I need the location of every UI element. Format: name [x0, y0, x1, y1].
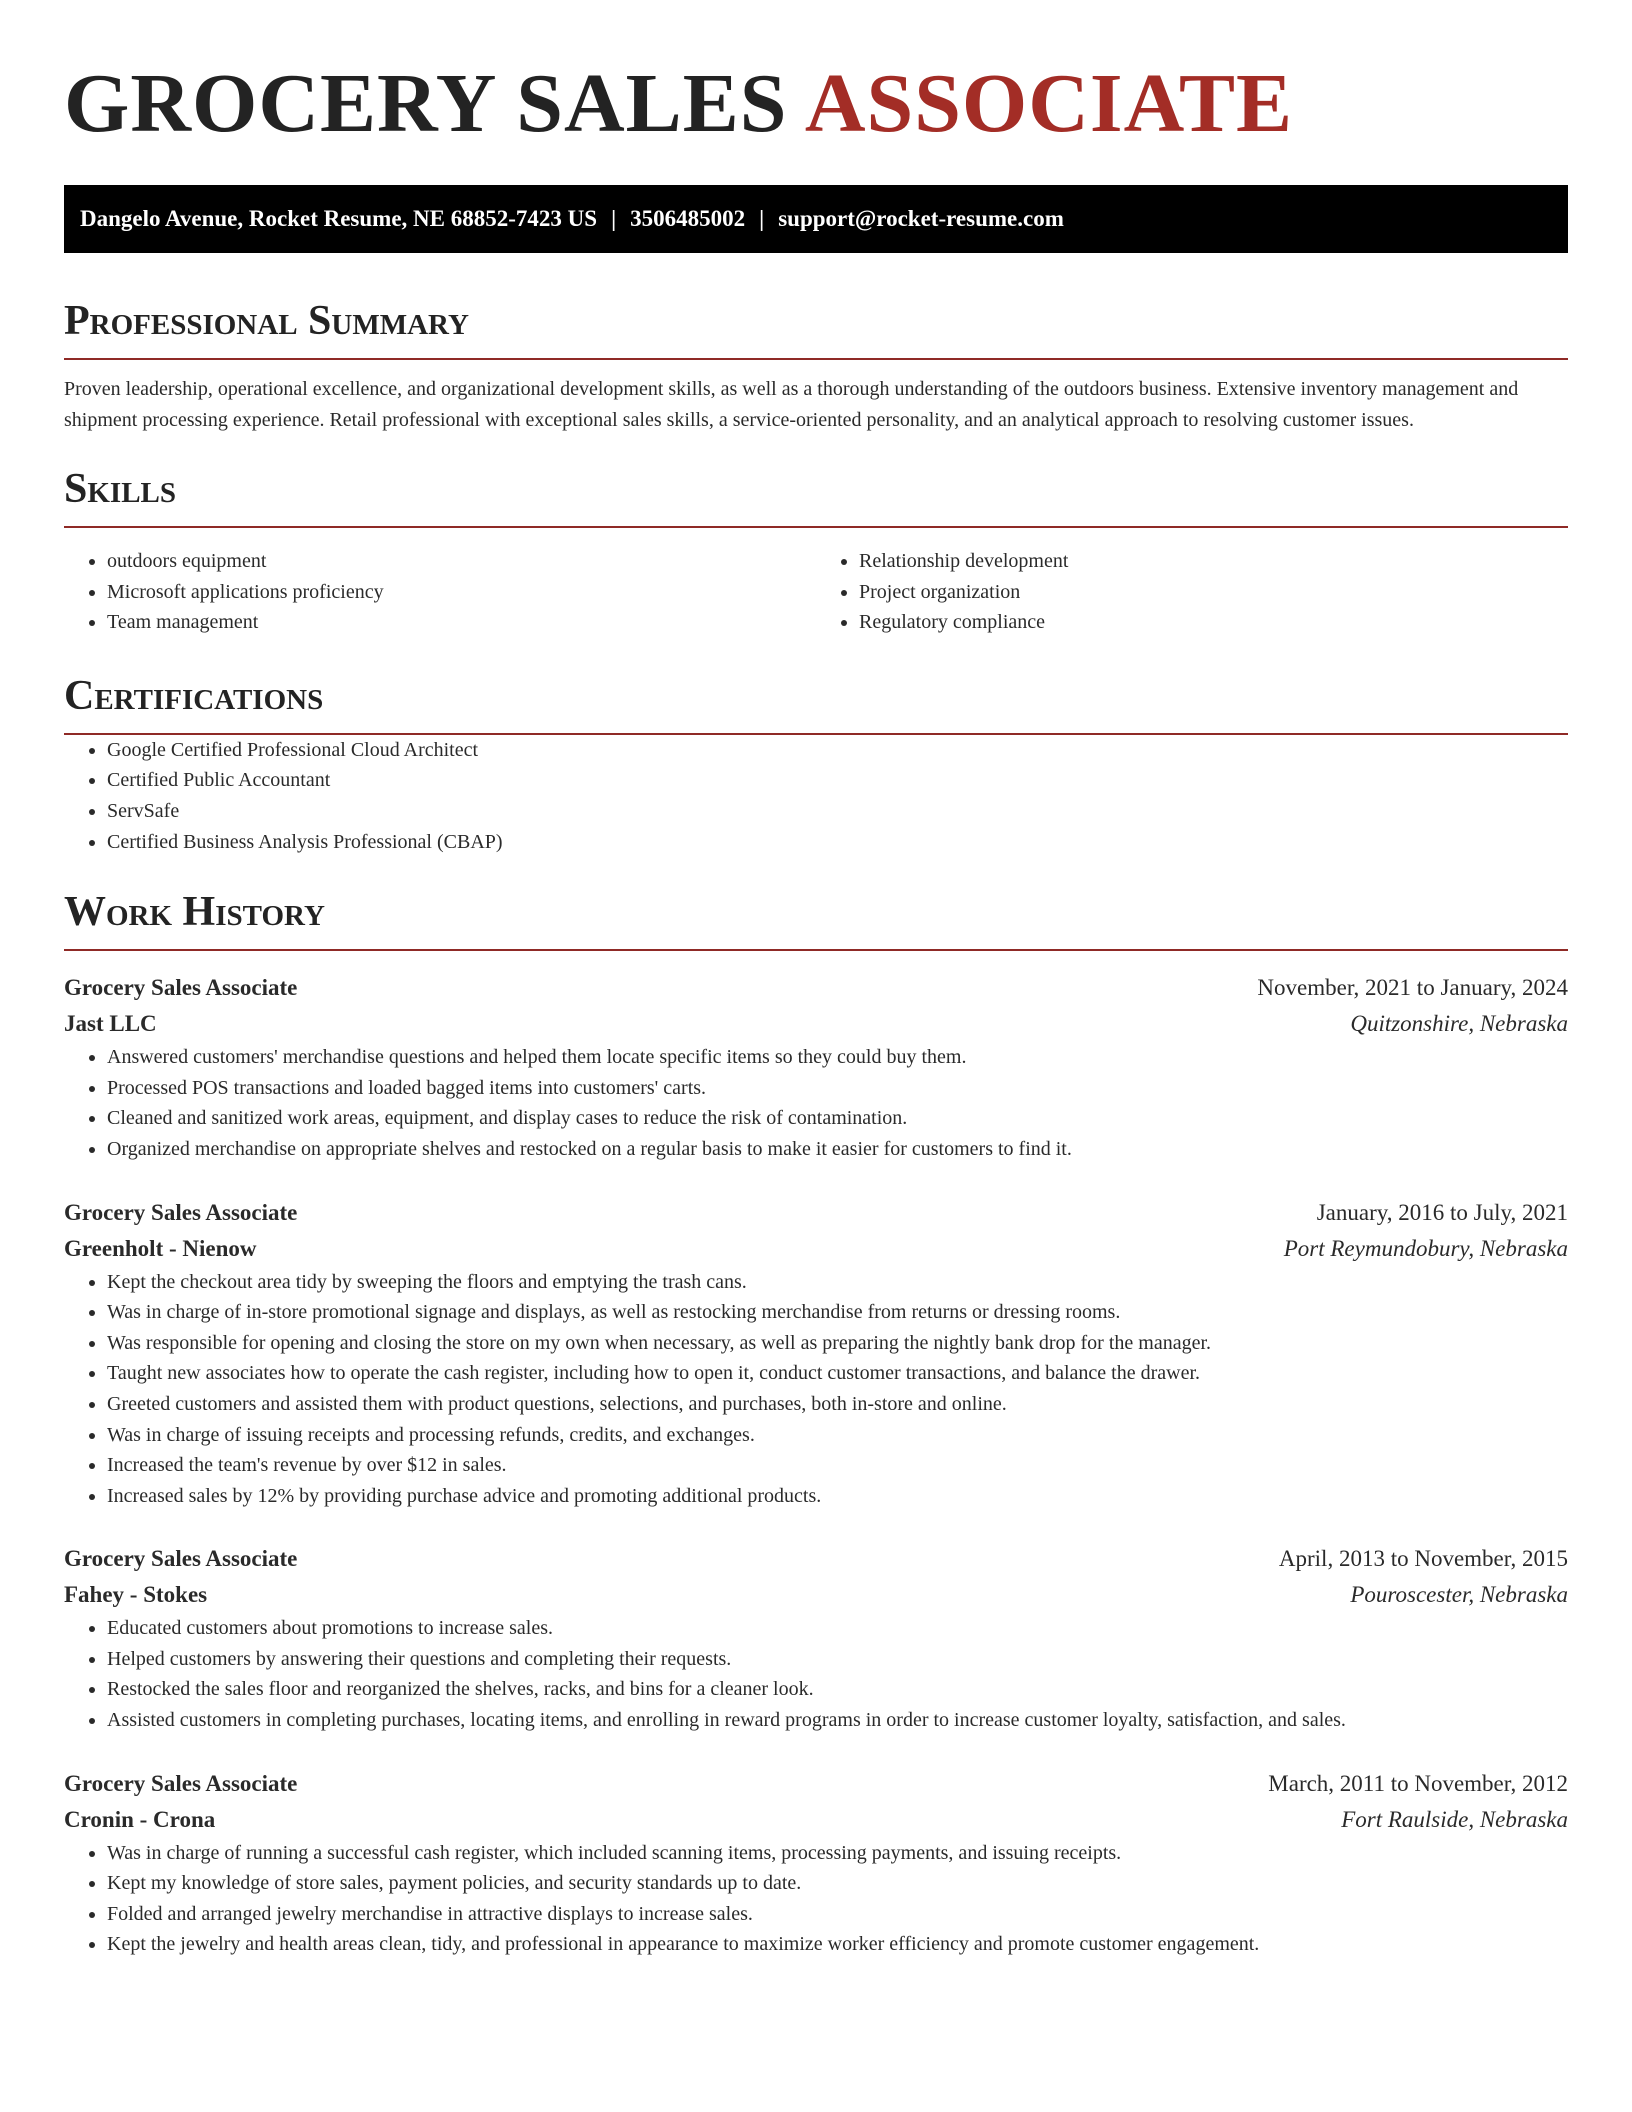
skill-item: • outdoors equipment: [107, 546, 816, 577]
job-company-row: [64, 1577, 1568, 1613]
job-entry: [64, 970, 1568, 1164]
job-bullet: • Was in charge of in-store promotional signage and displays, as well as restocking merchandise from returns or dressing rooms.: [107, 1297, 1568, 1328]
contact-email: support@rocket-resume.com: [778, 206, 1064, 231]
job-bullet: • Helped customers by answering their questions and completing their requests.: [107, 1644, 1568, 1675]
certifications-heading: Certifications: [64, 671, 1568, 735]
certification-item: • ServSafe: [107, 796, 1568, 827]
contact-phone: 3506485002: [630, 206, 746, 231]
work-history-heading: Work History: [64, 887, 1568, 951]
job-bullet: • Was responsible for opening and closing the store on my own when necessary, as well as preparing the nightly bank drop for the manager.: [107, 1328, 1568, 1359]
summary-text: Proven leadership, operational excellence, and organizational development skills, as well as a thorough understanding of the outdoors business. Extensive inventory management and shipment processing experience. Retail professional with exceptional sales skills, a service-oriented personality, and an analytical approach to resolving customer issues.: [64, 378, 1519, 431]
job-company-row: [64, 1231, 1568, 1267]
skills-list-left: [64, 546, 816, 638]
job-company-row: [64, 1802, 1568, 1838]
skill-item: • Regulatory compliance: [859, 607, 1568, 638]
job-bullet: • Restocked the sales floor and reorganized the shelves, racks, and bins for a cleaner look.: [107, 1674, 1568, 1705]
job-company: Cronin - Crona: [64, 1806, 216, 1832]
job-title: Grocery Sales Associate: [64, 1546, 298, 1572]
job-bullet: • Increased sales by 12% by providing purchase advice and promoting additional products.: [107, 1481, 1568, 1512]
certification-item: • Certified Business Analysis Professional (CBAP): [107, 827, 1568, 858]
job-bullet: • Kept the jewelry and health areas clean, tidy, and professional in appearance to maximize worker efficiency and promote customer engagement.: [107, 1929, 1568, 1960]
job-bullets: [64, 1042, 1568, 1164]
contact-bar: [64, 185, 1568, 253]
job-bullet: • Educated customers about promotions to increase sales.: [107, 1613, 1568, 1644]
job-bullet: • Greeted customers and assisted them with product questions, selections, and purchases, both in-store and online.: [107, 1389, 1568, 1420]
job-title: Grocery Sales Associate: [64, 1770, 298, 1796]
job-location: Pouroscester, Nebraska: [1350, 1582, 1568, 1608]
skill-item: • Project organization: [859, 577, 1568, 608]
job-location: Port Reymundobury, Nebraska: [1283, 1235, 1568, 1261]
summary-heading: Professional Summary: [64, 296, 1568, 360]
skill-item: • Relationship development: [859, 546, 1568, 577]
job-company: Fahey - Stokes: [64, 1582, 208, 1608]
contact-separator: |: [759, 206, 765, 231]
title-main: GROCERY SALES: [64, 57, 788, 150]
job-dates: January, 2016 to July, 2021: [1316, 1199, 1568, 1225]
job-title: Grocery Sales Associate: [64, 1199, 298, 1225]
job-bullet: • Processed POS transactions and loaded bagged items into customers' carts.: [107, 1073, 1568, 1104]
job-location: Quitzonshire, Nebraska: [1350, 1011, 1568, 1037]
job-bullet: • Organized merchandise on appropriate shelves and restocked on a regular basis to make it easier for customers to find it.: [107, 1134, 1568, 1165]
job-header-row: [64, 1541, 1568, 1577]
job-dates: April, 2013 to November, 2015: [1278, 1546, 1568, 1572]
job-company-row: [64, 1006, 1568, 1042]
job-bullets: [64, 1613, 1568, 1735]
job-bullet: • Kept my knowledge of store sales, payment policies, and security standards up to date.: [107, 1868, 1568, 1899]
skill-item: • Team management: [107, 607, 816, 638]
job-bullet: • Assisted customers in completing purchases, locating items, and enrolling in reward programs in order to increase customer loyalty, satisfaction, and sales.: [107, 1705, 1568, 1736]
job-bullets: [64, 1267, 1568, 1512]
job-bullets: [64, 1838, 1568, 1960]
job-title: Grocery Sales Associate: [64, 975, 298, 1001]
job-header-row: [64, 1195, 1568, 1231]
skills-list-right: [816, 546, 1568, 638]
skills-grid: [64, 546, 1568, 638]
job-entry: [64, 1541, 1568, 1735]
job-bullet: • Folded and arranged jewelry merchandise in attractive displays to increase sales.: [107, 1899, 1568, 1930]
job-bullet: • Was in charge of issuing receipts and processing refunds, credits, and exchanges.: [107, 1420, 1568, 1451]
job-bullet: • Kept the checkout area tidy by sweeping the floors and emptying the trash cans.: [107, 1267, 1568, 1298]
job-dates: March, 2011 to November, 2012: [1268, 1770, 1568, 1796]
certifications-list: [64, 735, 1568, 857]
certification-item: • Certified Public Accountant: [107, 765, 1568, 796]
title-accent: ASSOCIATE: [804, 57, 1294, 150]
job-bullet: • Answered customers' merchandise questions and helped them locate specific items so they could buy them.: [107, 1042, 1568, 1073]
job-bullet: • Increased the team's revenue by over $12 in sales.: [107, 1450, 1568, 1481]
job-company: Jast LLC: [64, 1011, 157, 1037]
contact-address: Dangelo Avenue, Rocket Resume, NE 68852-7423 US: [80, 206, 598, 231]
contact-separator: |: [611, 206, 617, 231]
job-entry: [64, 1195, 1568, 1512]
job-dates: November, 2021 to January, 2024: [1257, 975, 1568, 1001]
job-bullet: • Was in charge of running a successful cash register, which included scanning items, processing payments, and issuing receipts.: [107, 1838, 1568, 1869]
resume-title: [64, 56, 1568, 152]
skills-heading: Skills: [64, 464, 1568, 528]
job-header-row: [64, 1766, 1568, 1802]
skill-item: • Microsoft applications proficiency: [107, 577, 816, 608]
certification-item: • Google Certified Professional Cloud Architect: [107, 735, 1568, 766]
job-location: Fort Raulside, Nebraska: [1341, 1806, 1568, 1832]
job-entry: [64, 1766, 1568, 1960]
job-company: Greenholt - Nienow: [64, 1235, 257, 1261]
job-header-row: [64, 970, 1568, 1006]
job-bullet: • Cleaned and sanitized work areas, equipment, and display cases to reduce the risk of contamination.: [107, 1103, 1568, 1134]
job-bullet: • Taught new associates how to operate the cash register, including how to open it, conduct customer transactions, and balance the drawer.: [107, 1358, 1568, 1389]
